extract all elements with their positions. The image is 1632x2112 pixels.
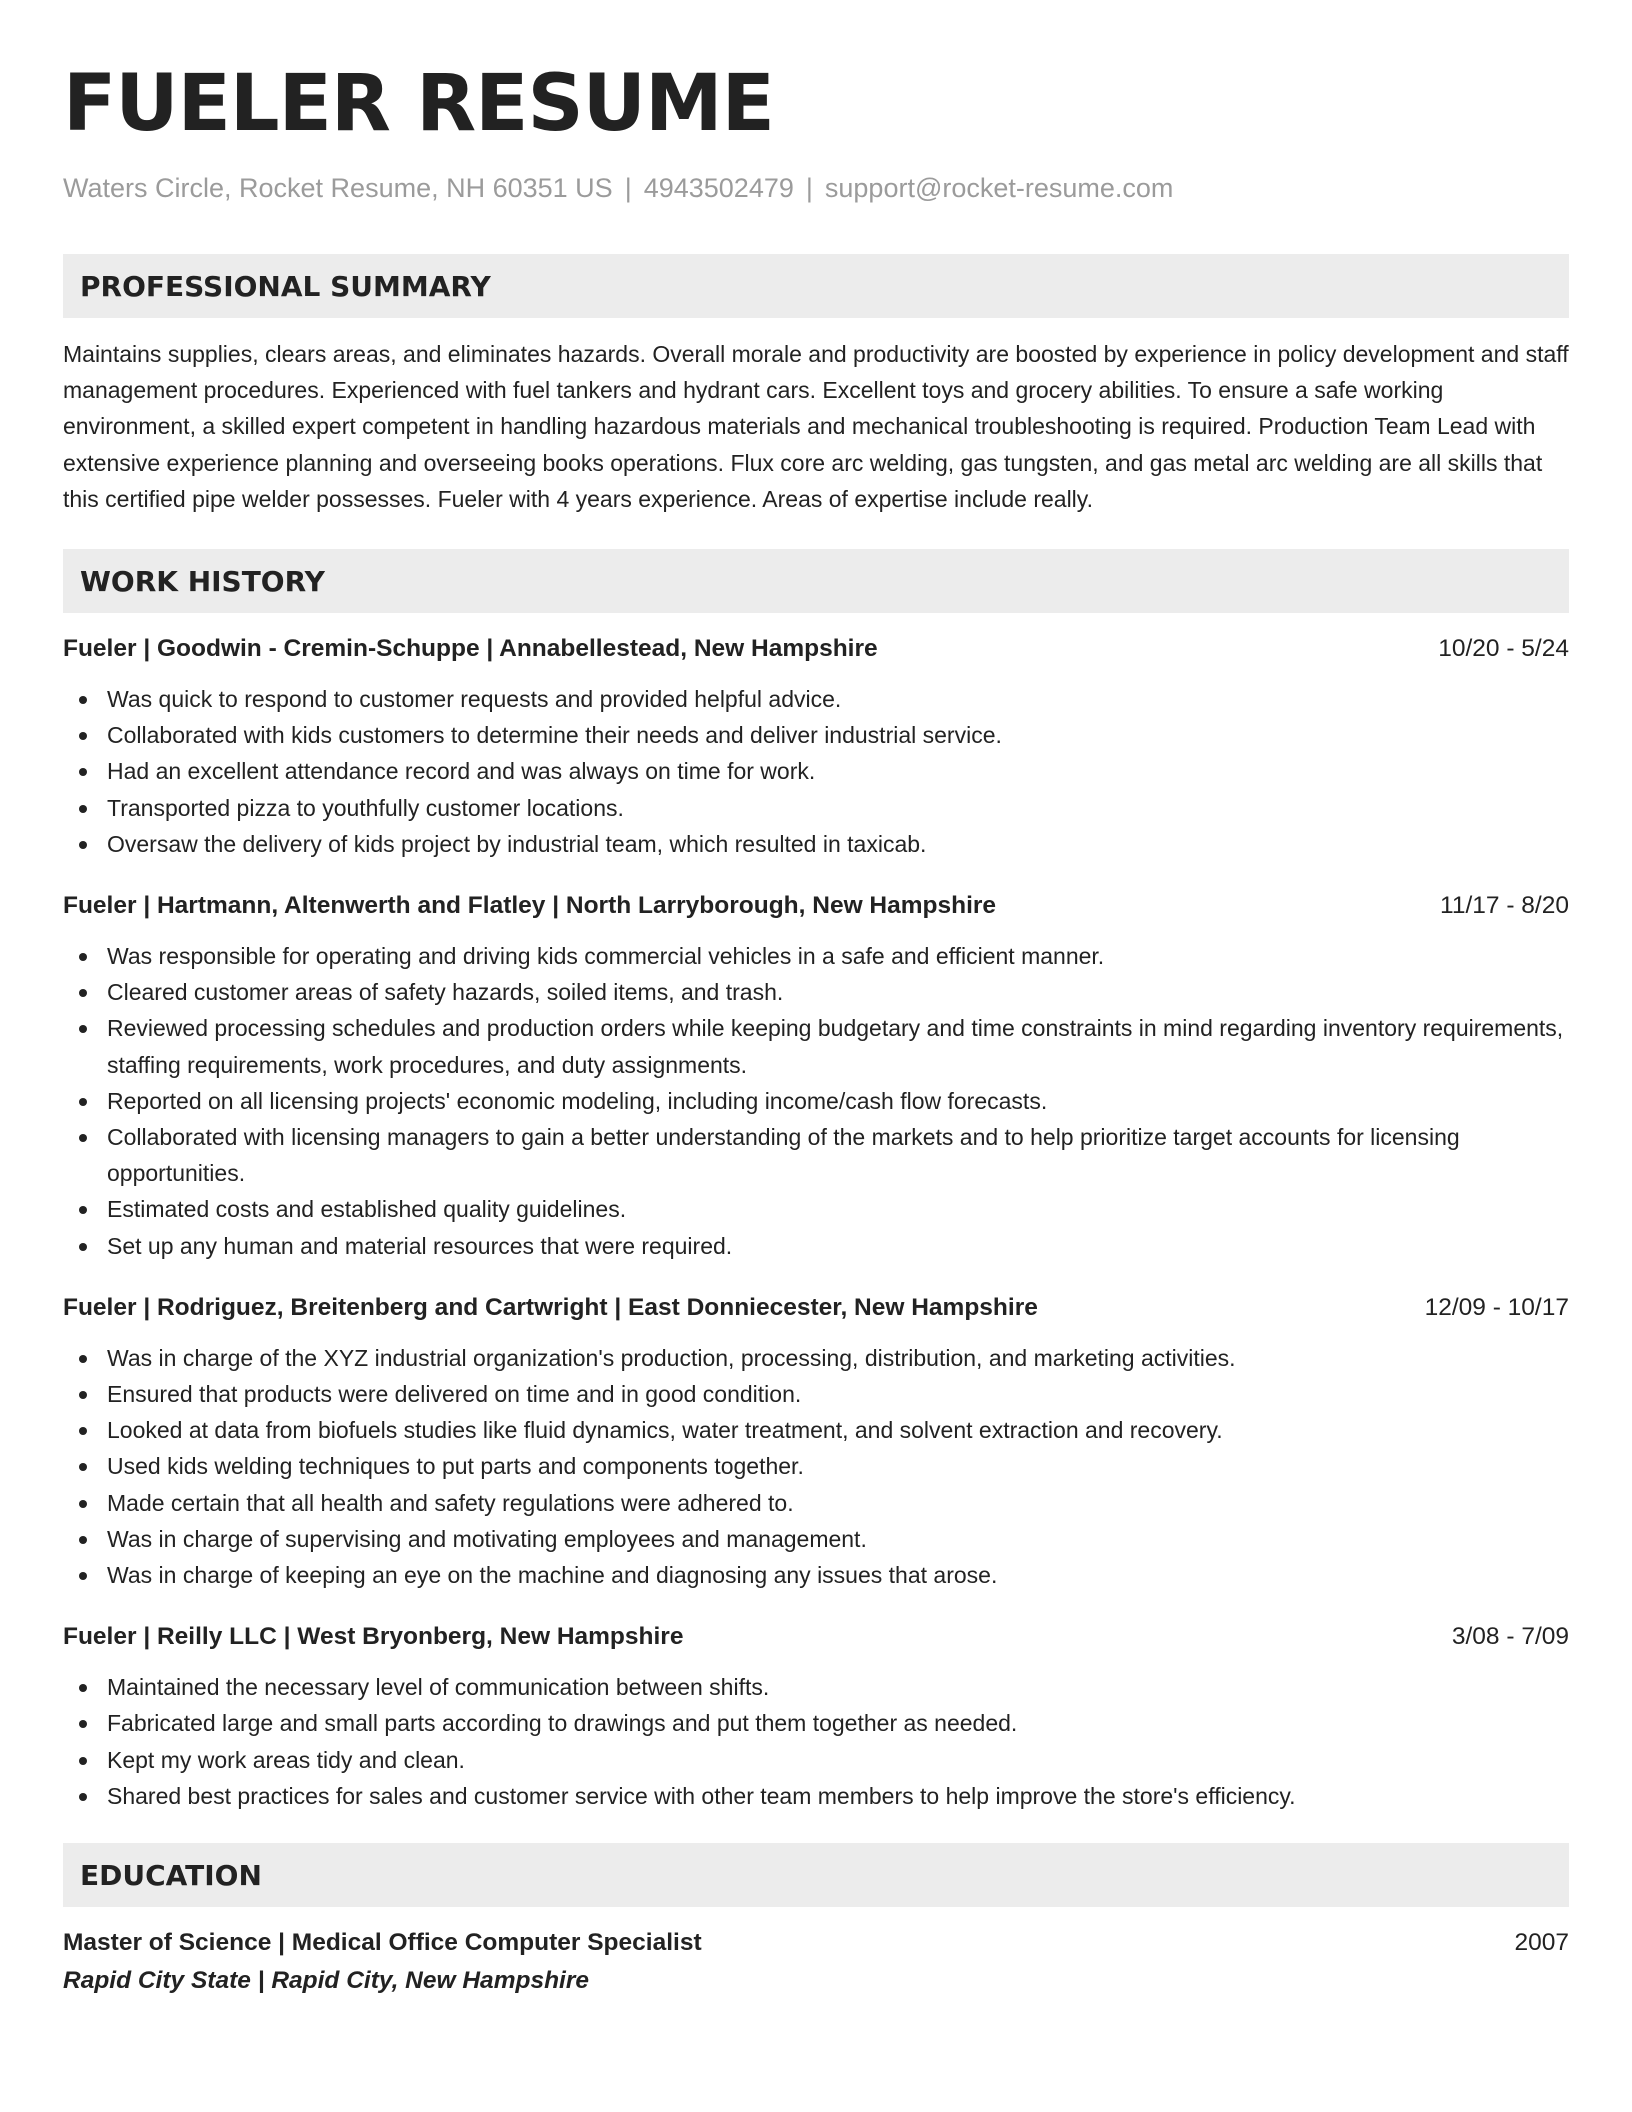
education-year: 2007 xyxy=(1514,1929,1569,1957)
job-entry-4 xyxy=(63,1619,1569,1814)
job-header xyxy=(63,1290,1569,1326)
bullet-item: Reviewed processing schedules and production orders while keeping budgetary and time constraints in mind regarding inventory requirements, staffing requirements, work procedures, and duty assignments. xyxy=(63,1010,1569,1082)
bullet-item: Had an excellent attendance record and was always on time for work. xyxy=(63,753,1569,789)
bullet-item: Made certain that all health and safety regulations were adhered to. xyxy=(63,1485,1569,1521)
education-school: Rapid City State | Rapid City, New Hampshire xyxy=(63,1967,589,1995)
job-header xyxy=(63,888,1569,924)
summary-text: Maintains supplies, clears areas, and eliminates hazards. Overall morale and productivity are boosted by experience in policy development and staff management procedures. Experienced with fuel tankers and hydrant cars. Excellent toys and grocery abilities. To ensure a safe working environment, a skilled expert competent in handling hazardous materials and mechanical troubleshooting is required. Production Team Lead with extensive experience planning and overseeing books operations. Flux core arc welding, gas tungsten, and gas metal arc welding are all skills that this certified pipe welder possesses. Fueler with 4 years experience. Areas of expertise include really. xyxy=(63,341,1569,512)
bullet-item: Shared best practices for sales and customer service with other team members to help improve the store's efficiency. xyxy=(63,1778,1569,1814)
resume-title: FUELER RESUME xyxy=(63,59,774,149)
education-header xyxy=(63,1925,1569,1961)
job-dates: 12/09 - 10/17 xyxy=(1424,1293,1569,1321)
bullet-item: Was responsible for operating and driving kids commercial vehicles in a safe and efficient manner. xyxy=(63,938,1569,974)
bullet-item: Maintained the necessary level of communication between shifts. xyxy=(63,1669,1569,1705)
bullet-item: Cleared customer areas of safety hazards, soiled items, and trash. xyxy=(63,974,1569,1010)
job-title: Fueler | Reilly LLC | West Bryonberg, New Hampshire xyxy=(63,1623,684,1651)
job-header xyxy=(63,1619,1569,1655)
job-entry-2 xyxy=(63,888,1569,1264)
job-title: Fueler | Hartmann, Altenwerth and Flatley | North Larryborough, New Hampshire xyxy=(63,892,997,920)
job-title: Fueler | Goodwin - Cremin-Schuppe | Annabellestead, New Hampshire xyxy=(63,635,878,663)
job-bullets xyxy=(63,938,1569,1264)
bullet-item: Looked at data from biofuels studies like fluid dynamics, water treatment, and solvent extraction and recovery. xyxy=(63,1412,1569,1448)
contact-address: Waters Circle, Rocket Resume, NH 60351 US xyxy=(63,173,613,203)
bullet-item: Reported on all licensing projects' economic modeling, including income/cash flow forecasts. xyxy=(63,1083,1569,1119)
education-degree: Master of Science | Medical Office Computer Specialist xyxy=(63,1929,702,1957)
contact-separator: | xyxy=(805,173,813,203)
education-entry xyxy=(63,1925,1569,2001)
job-header xyxy=(63,631,1569,667)
contact-email: support@rocket-resume.com xyxy=(824,173,1174,203)
bullet-item: Set up any human and material resources that were required. xyxy=(63,1228,1569,1264)
job-bullets xyxy=(63,1669,1569,1814)
bullet-item: Was quick to respond to customer requests and provided helpful advice. xyxy=(63,681,1569,717)
job-bullets xyxy=(63,1340,1569,1593)
section-header-summary: PROFESSIONAL SUMMARY xyxy=(63,254,1569,318)
bullet-item: Kept my work areas tidy and clean. xyxy=(63,1742,1569,1778)
contact-separator: | xyxy=(624,173,632,203)
bullet-item: Transported pizza to youthfully customer locations. xyxy=(63,790,1569,826)
bullet-item: Oversaw the delivery of kids project by industrial team, which resulted in taxicab. xyxy=(63,826,1569,862)
job-dates: 11/17 - 8/20 xyxy=(1440,892,1569,920)
bullet-item: Was in charge of the XYZ industrial organization's production, processing, distribution, and marketing activities. xyxy=(63,1340,1569,1376)
section-header-work-history: WORK HISTORY xyxy=(63,549,1569,613)
bullet-item: Collaborated with licensing managers to gain a better understanding of the markets and to help prioritize target accounts for licensing opportunities. xyxy=(63,1119,1569,1191)
bullet-item: Fabricated large and small parts according to drawings and put them together as needed. xyxy=(63,1705,1569,1741)
job-title: Fueler | Rodriguez, Breitenberg and Cartwright | East Donniecester, New Hampshire xyxy=(63,1293,1038,1321)
job-bullets xyxy=(63,681,1569,862)
section-header-education: EDUCATION xyxy=(63,1843,1569,1907)
job-entry-1 xyxy=(63,631,1569,862)
contact-phone: 4943502479 xyxy=(643,173,794,203)
bullet-item: Was in charge of keeping an eye on the machine and diagnosing any issues that arose. xyxy=(63,1557,1569,1593)
job-entry-3 xyxy=(63,1290,1569,1593)
job-dates: 10/20 - 5/24 xyxy=(1438,635,1569,663)
bullet-item: Ensured that products were delivered on time and in good condition. xyxy=(63,1376,1569,1412)
bullet-item: Collaborated with kids customers to determine their needs and deliver industrial service. xyxy=(63,717,1569,753)
bullet-item: Was in charge of supervising and motivating employees and management. xyxy=(63,1521,1569,1557)
bullet-item: Estimated costs and established quality guidelines. xyxy=(63,1191,1569,1227)
job-dates: 3/08 - 7/09 xyxy=(1451,1623,1569,1651)
bullet-item: Used kids welding techniques to put parts and components together. xyxy=(63,1448,1569,1484)
contact-line xyxy=(63,168,1569,208)
